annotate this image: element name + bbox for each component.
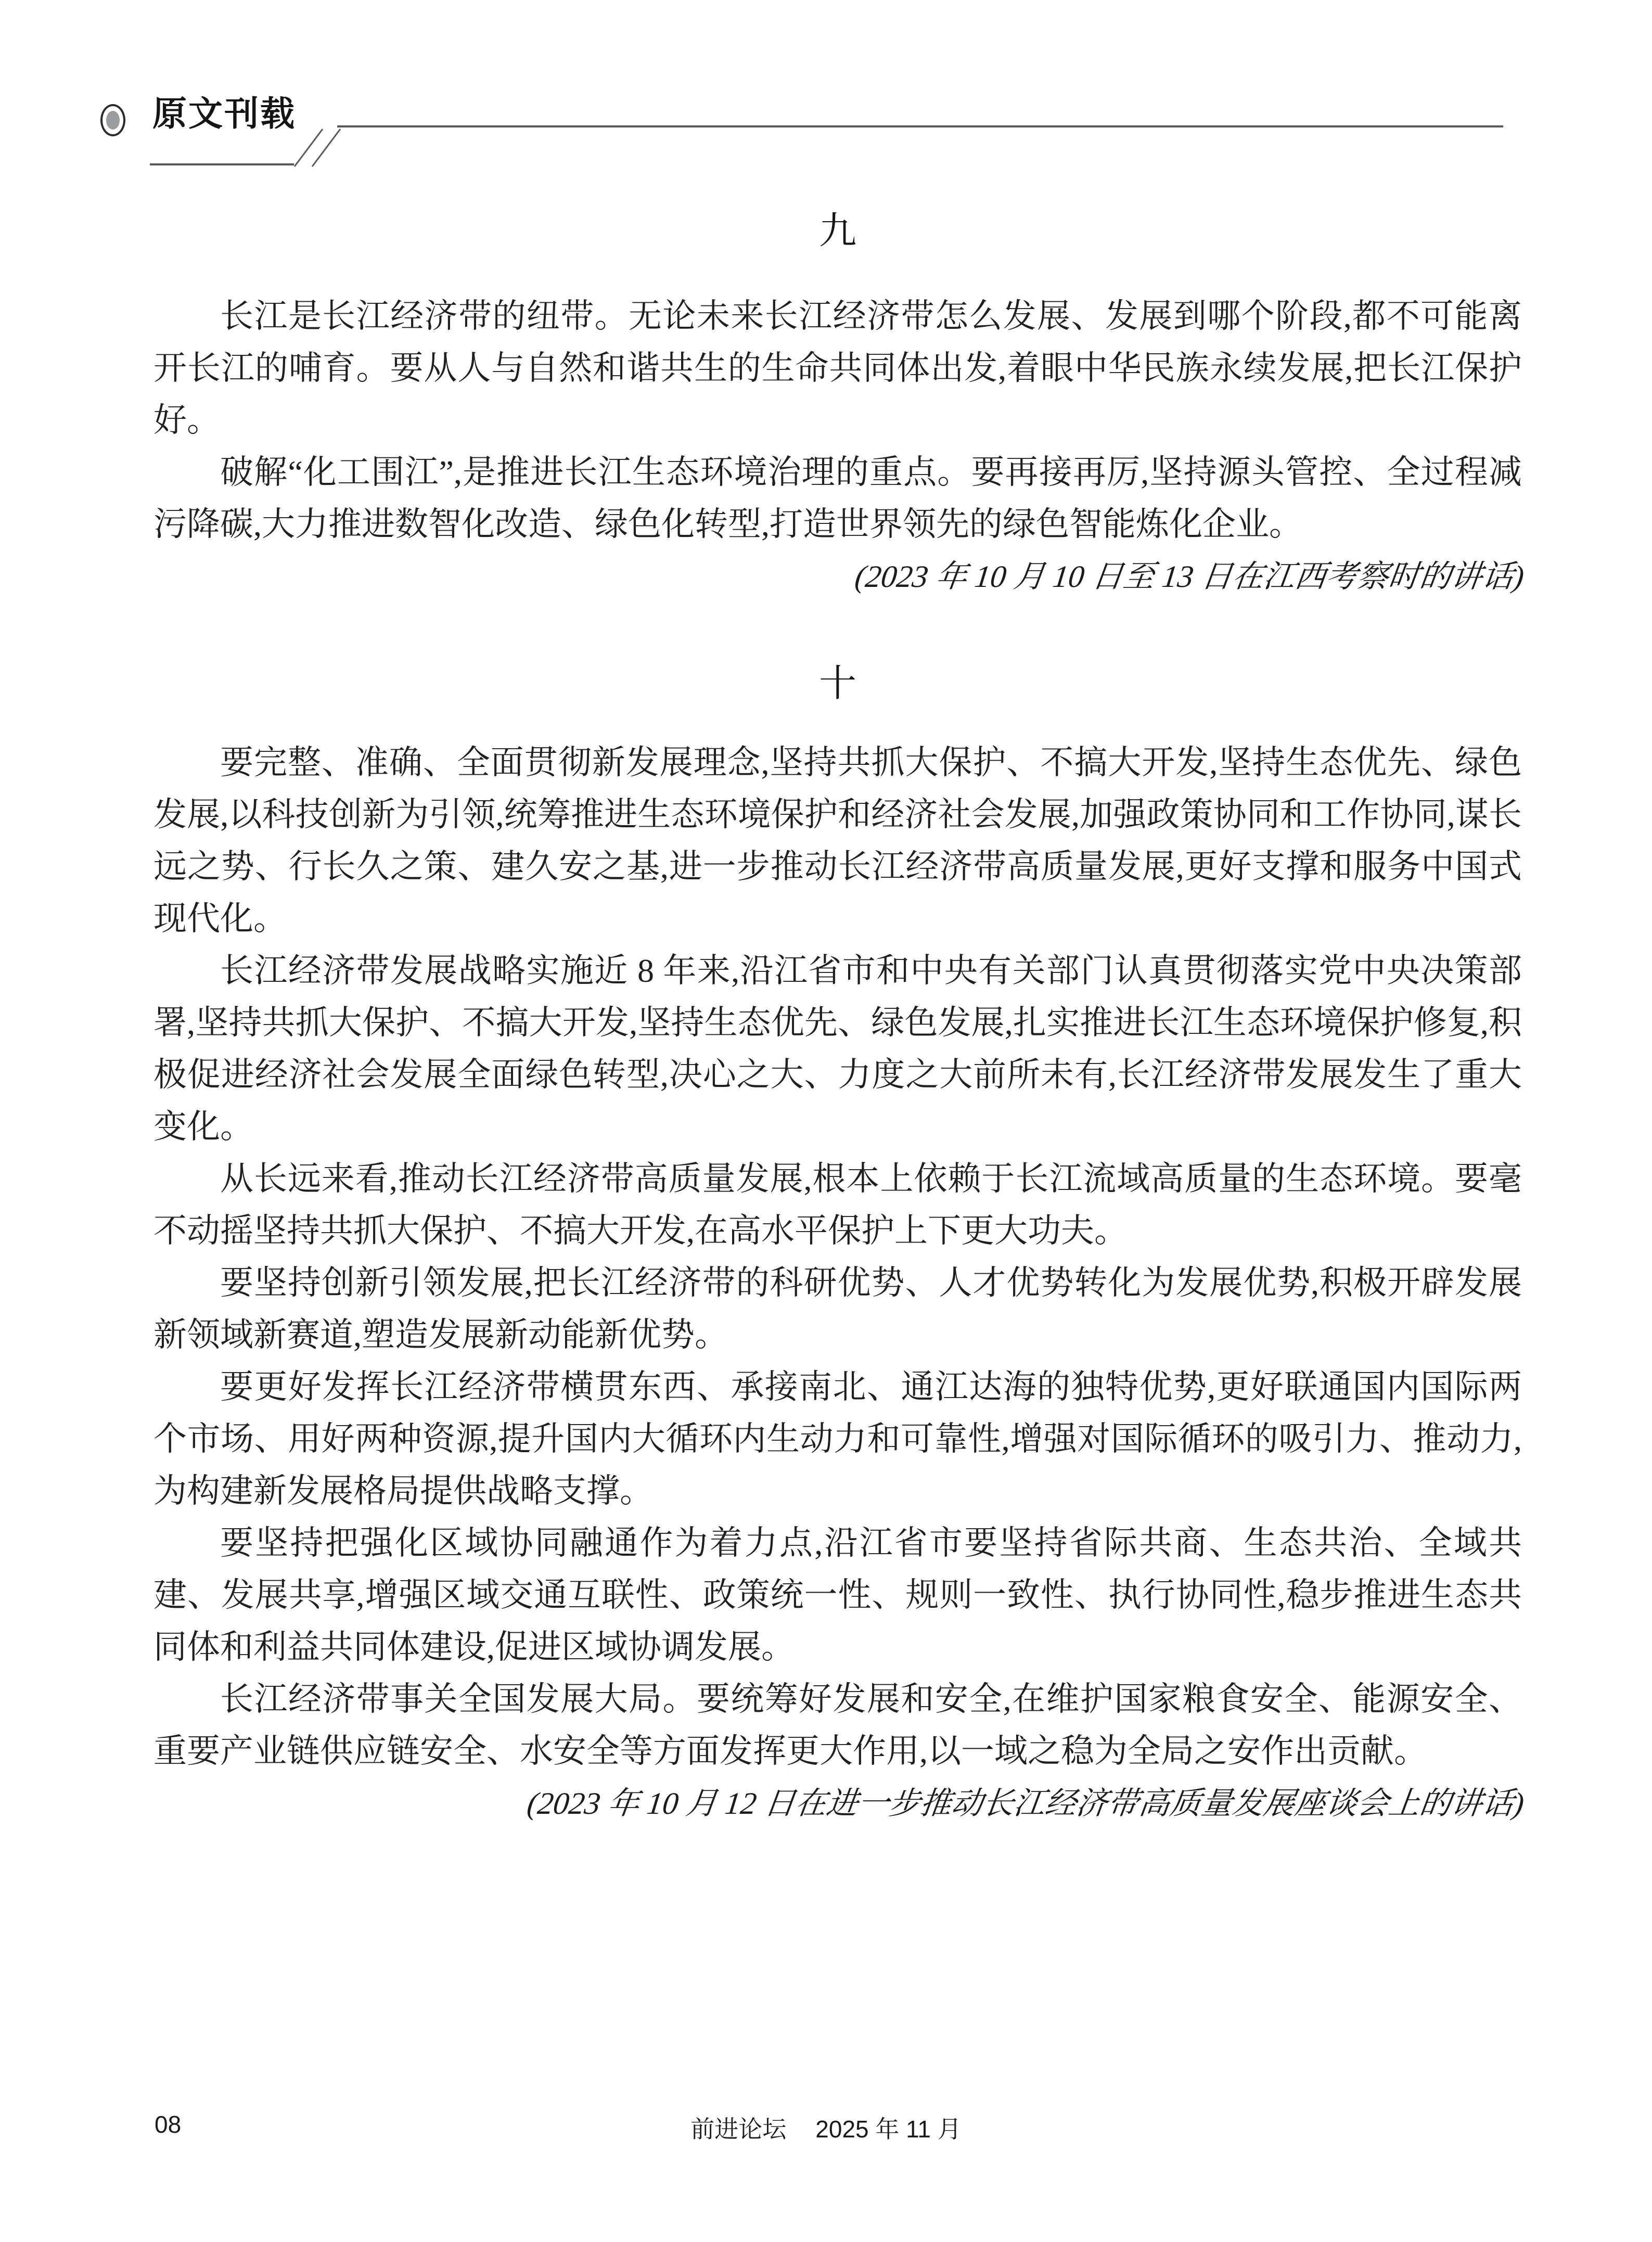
paragraph: 从长远来看,推动长江经济带高质量发展,根本上依赖于长江流域高质量的生态环境。要毫不动摇坚持共抓大保护、不搞大开发,在高水平保护上下更大功夫。: [153, 1160, 1522, 1249]
paragraph: 长江经济带发展战略实施近 8 年来,沿江省市和中央有关部门认真贯彻落实党中央决策部署,坚持共抓大保护、不搞大开发,坚持生态优先、绿色发展,扎实推进长江生态环境保护修复,积极促进经济社会发展全面绿色转型,决心之大、力度之大前所未有,长江经济带发展发生了重大变化。: [153, 952, 1522, 1145]
speech-attribution: (2023 年 10 月 12 日在进一步推动长江经济带高质量发展座谈会上的讲话): [525, 1786, 1526, 1821]
paragraph: 破解“化工围江”,是推进长江生态环境治理的重点。要再接再厉,坚持源头管控、全过程减污降碳,大力推进数智化改造、绿色化转型,打造世界领先的绿色智能炼化企业。: [153, 454, 1522, 543]
page-header: [0, 0, 1652, 208]
paragraph: 要更好发挥长江经济带横贯东西、承接南北、通江达海的独特优势,更好联通国内国际两个市场、用好两种资源,提升国内大循环内生动力和可靠性,增强对国际循环的吸引力、推动力,为构建新发展格局提供战略支撑。: [153, 1368, 1522, 1509]
section-nine-heading: 九: [818, 210, 856, 252]
page-footer: [0, 2110, 1652, 2147]
paragraph: 长江是长江经济带的纽带。无论未来长江经济带怎么发展、发展到哪个阶段,都不可能离开长江的哺育。要从人与自然和谐共生的生命共同体出发,着眼中华民族永续发展,把长江保护好。: [153, 298, 1522, 439]
section-ten: [153, 663, 1526, 1829]
speech-attribution: (2023 年 10 月 10 日至 13 日在江西考察时的讲话): [853, 559, 1526, 594]
paragraph: 要坚持创新引领发展,把长江经济带的科研优势、人才优势转化为发展优势,积极开辟发展新领域新赛道,塑造发展新动能新优势。: [153, 1264, 1522, 1353]
section-ten-heading: 十: [818, 663, 856, 704]
paragraph: 长江经济带事关全国发展大局。要统筹好发展和安全,在维护国家粮食安全、能源安全、重要产业链供应链安全、水安全等方面发挥更大作用,以一域之稳为全局之安作出贡献。: [153, 1681, 1522, 1770]
header-decorative-rule: [0, 0, 1652, 208]
paragraph: 要坚持把强化区域协同融通作为着力点,沿江省市要坚持省际共商、生态共治、全域共建、发展共享,增强区域交通互联性、政策统一性、规则一致性、执行协同性,稳步推进生态共同体和利益共同体建设,促进区域协调发展。: [153, 1524, 1522, 1666]
issue-date: 2025 年 11 月: [815, 2116, 962, 2143]
column-tag: 原文刊载: [152, 95, 296, 133]
article-body: [153, 210, 1526, 1829]
page-number: 08: [155, 2111, 182, 2138]
section-nine: [153, 210, 1526, 603]
paragraph: 要完整、准确、全面贯彻新发展理念,坚持共抓大保护、不搞大开发,坚持生态优先、绿色发展,以科技创新为引领,统筹推进生态环境保护和经济社会发展,加强政策协同和工作协同,谋长远之势、行长久之策、建久安之基,进一步推动长江经济带高质量发展,更好支撑和服务中国式现代化。: [153, 744, 1522, 937]
journal-name: 前进论坛: [690, 2116, 787, 2143]
journal-footline: [0, 2110, 1652, 2145]
